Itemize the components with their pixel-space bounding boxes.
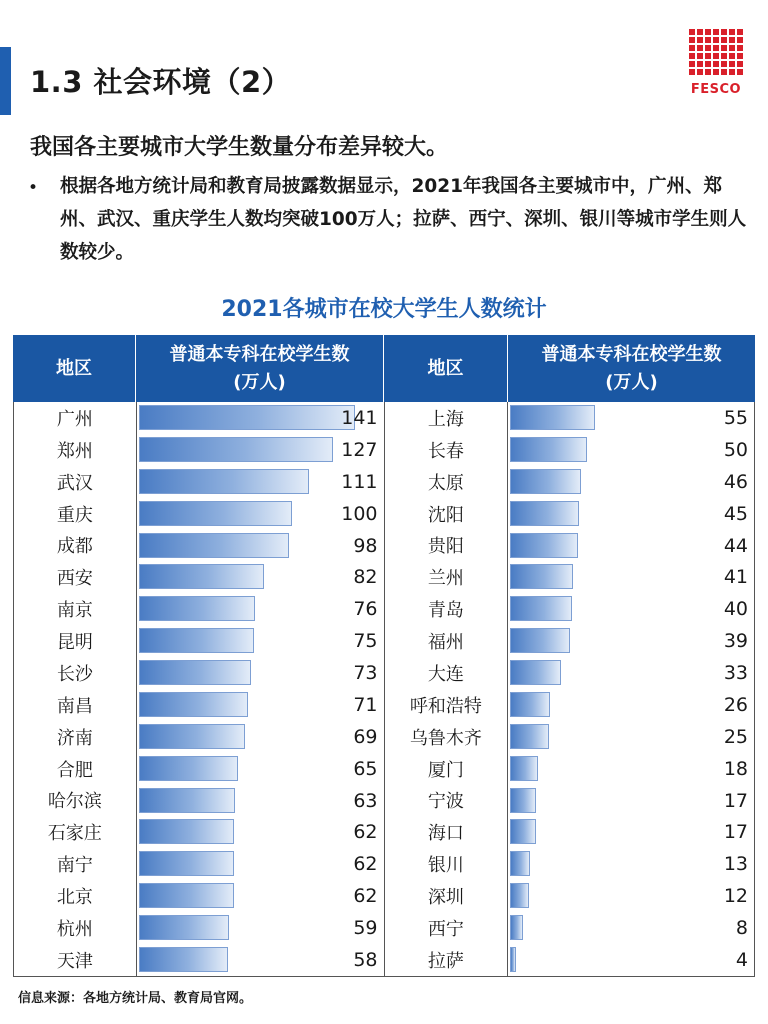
- bar-cell: [137, 625, 384, 657]
- value-bar: [139, 851, 234, 876]
- value-bar: [510, 851, 530, 876]
- table-header: [13, 335, 755, 402]
- region-label: 南京: [56, 600, 93, 622]
- region-label: 厦门: [427, 759, 464, 781]
- bar-cell: [508, 721, 754, 753]
- value-label: 62: [353, 853, 378, 876]
- value-bar: [139, 437, 334, 462]
- value-bar: [510, 437, 587, 462]
- value-label: 17: [723, 789, 748, 812]
- bar-cell: [137, 402, 384, 434]
- value-label: 62: [353, 885, 378, 908]
- bar-cell: [508, 657, 754, 689]
- region-label: 杭州: [56, 918, 93, 940]
- bar-cell: [508, 530, 754, 562]
- value-bar: [139, 628, 254, 653]
- bar-cell: [508, 848, 754, 880]
- bar-cell: [137, 689, 384, 721]
- region-label: 重庆: [56, 504, 93, 526]
- value-bar: [139, 883, 234, 908]
- bar-cell: [137, 434, 384, 466]
- table-body: [13, 402, 755, 977]
- value-label: 12: [723, 885, 748, 908]
- logo-grid-icon: [689, 29, 743, 75]
- value-label: 39: [723, 630, 748, 653]
- bar-cell: [137, 530, 384, 562]
- value-bar: [139, 756, 239, 781]
- bar-cell: [508, 689, 754, 721]
- value-label: 63: [353, 789, 378, 812]
- value-bar: [510, 660, 561, 685]
- value-bar: [510, 564, 573, 589]
- region-label: 上海: [427, 408, 464, 430]
- region-label: 深圳: [427, 887, 464, 909]
- region-label: 太原: [427, 472, 464, 494]
- region-label: 福州: [427, 632, 464, 654]
- value-bar: [510, 596, 571, 621]
- value-bar: [510, 533, 577, 558]
- region-label: 武汉: [56, 472, 93, 494]
- bar-cell: [137, 593, 384, 625]
- value-label: 98: [353, 534, 378, 557]
- value-label: 127: [341, 438, 378, 461]
- region-label: 呼和浩特: [409, 695, 482, 717]
- value-label: 50: [723, 438, 748, 461]
- fesco-logo: [686, 29, 746, 97]
- region-label: 乌鲁木齐: [409, 727, 482, 749]
- value-label: 44: [723, 534, 748, 557]
- value-bar: [139, 788, 236, 813]
- region-label: 北京: [56, 887, 93, 909]
- bar-cell: [508, 434, 754, 466]
- bar-cell: [137, 753, 384, 785]
- bar-cell: [508, 498, 754, 530]
- value-label: 73: [353, 662, 378, 684]
- bar-cell: [137, 816, 384, 848]
- bar-cell: [508, 753, 754, 785]
- header-region-right: 地区: [384, 335, 508, 402]
- bar-cell: [508, 912, 754, 944]
- header-region-left: 地区: [13, 335, 136, 402]
- value-bar: [139, 724, 245, 749]
- value-label: 26: [723, 693, 748, 716]
- headline: 我国各主要城市大学生数量分布差异较大。: [30, 135, 449, 160]
- region-label: 青岛: [427, 600, 464, 622]
- header-value-label: 普通本专科在校学生数: [169, 343, 350, 365]
- value-bar: [139, 660, 251, 685]
- value-label: 69: [353, 725, 378, 748]
- value-label: 59: [353, 917, 378, 939]
- region-label: 西宁: [427, 918, 464, 940]
- chart-title: 2021各城市在校大学生人数统计: [221, 297, 547, 322]
- header-value-left: [136, 335, 384, 402]
- region-label: 长春: [427, 440, 464, 462]
- bar-cell: [137, 657, 384, 689]
- value-bar: [510, 819, 536, 844]
- value-label: 13: [723, 853, 748, 876]
- page-title: 1.3 社会环境（2）: [30, 65, 292, 99]
- value-label: 41: [723, 566, 748, 589]
- value-label: 46: [723, 470, 748, 493]
- bar-cell: [508, 880, 754, 912]
- region-label: 海口: [427, 823, 464, 845]
- value-label: 76: [353, 598, 378, 621]
- bar-cell: [508, 785, 754, 817]
- value-bar: [510, 724, 548, 749]
- region-column-left: [14, 402, 137, 976]
- value-bar: [139, 533, 289, 558]
- region-label: 兰州: [427, 568, 464, 590]
- bar-cell: [508, 402, 754, 434]
- value-bar: [510, 756, 538, 781]
- value-label: 62: [353, 821, 378, 844]
- bar-column-left: [137, 402, 385, 976]
- bar-cell: [508, 561, 754, 593]
- bar-cell: [508, 816, 754, 848]
- region-label: 贵阳: [427, 536, 464, 558]
- region-label: 长沙: [56, 663, 93, 685]
- header-value-unit: (万人): [605, 371, 658, 393]
- value-label: 33: [723, 662, 748, 684]
- value-label: 100: [341, 502, 378, 525]
- bar-cell: [508, 593, 754, 625]
- region-label: 郑州: [56, 440, 93, 462]
- value-bar: [139, 915, 229, 940]
- value-bar: [139, 405, 355, 430]
- region-label: 哈尔滨: [47, 791, 102, 813]
- value-label: 4: [735, 948, 748, 971]
- value-label: 65: [353, 757, 378, 780]
- bar-cell: [137, 721, 384, 753]
- value-bar: [139, 947, 228, 972]
- bar-cell: [137, 498, 384, 530]
- header-value-unit: (万人): [233, 371, 286, 393]
- value-bar: [510, 788, 536, 813]
- value-bar: [510, 883, 528, 908]
- bar-cell: [137, 912, 384, 944]
- logo-text: FESCO: [690, 82, 742, 97]
- value-label: 25: [723, 725, 748, 748]
- value-label: 111: [341, 470, 378, 493]
- value-label: 40: [723, 598, 748, 621]
- value-label: 18: [723, 757, 748, 780]
- value-bar: [510, 692, 550, 717]
- value-bar: [139, 469, 309, 494]
- value-label: 75: [353, 630, 378, 653]
- bar-column-right: [508, 402, 755, 976]
- region-label: 银川: [427, 855, 464, 877]
- bar-cell: [508, 466, 754, 498]
- stats-table: [13, 335, 755, 977]
- region-label: 宁波: [427, 791, 464, 813]
- bar-cell: [137, 785, 384, 817]
- value-label: 58: [353, 948, 378, 971]
- value-label: 82: [353, 566, 378, 589]
- header-value-label: 普通本专科在校学生数: [541, 343, 722, 365]
- value-bar: [510, 501, 579, 526]
- region-label: 成都: [56, 536, 93, 558]
- region-label: 天津: [56, 950, 93, 972]
- value-bar: [139, 819, 234, 844]
- source-note: 信息来源：各地方统计局、教育局官网。: [18, 991, 253, 1006]
- region-label: 大连: [427, 663, 464, 685]
- bar-cell: [137, 561, 384, 593]
- value-bar: [139, 596, 255, 621]
- region-label: 沈阳: [427, 504, 464, 526]
- value-label: 141: [341, 407, 378, 429]
- value-bar: [139, 564, 265, 589]
- bar-cell: [137, 880, 384, 912]
- value-bar: [510, 947, 516, 972]
- header-value-right: [508, 335, 755, 402]
- title-accent-bar: [0, 47, 11, 115]
- bar-cell: [508, 944, 754, 976]
- region-label: 西安: [56, 568, 93, 590]
- region-label: 石家庄: [47, 823, 102, 845]
- value-bar: [510, 915, 522, 940]
- region-label: 合肥: [56, 759, 93, 781]
- bar-cell: [137, 944, 384, 976]
- value-bar: [510, 469, 580, 494]
- bullet-text: 根据各地方统计局和教育局披露数据显示，2021年我国各主要城市中，广州、郑州、武汉、重庆学生人数均突破100万人；拉萨、西宁、深圳、银川等城市学生则人数较少。: [60, 176, 747, 263]
- value-label: 55: [723, 407, 748, 429]
- value-bar: [510, 405, 594, 430]
- value-label: 8: [735, 917, 748, 939]
- bullet-dot-icon: •: [28, 178, 39, 198]
- value-bar: [139, 501, 292, 526]
- region-label: 拉萨: [427, 950, 464, 972]
- region-label: 昆明: [56, 632, 93, 654]
- bar-cell: [137, 466, 384, 498]
- bar-cell: [137, 848, 384, 880]
- value-bar: [510, 628, 570, 653]
- region-label: 济南: [56, 727, 93, 749]
- bar-cell: [508, 625, 754, 657]
- value-label: 17: [723, 821, 748, 844]
- value-label: 45: [723, 502, 748, 525]
- region-label: 广州: [56, 408, 93, 430]
- value-label: 71: [353, 693, 378, 716]
- region-label: 南宁: [56, 855, 93, 877]
- region-column-right: [385, 402, 509, 976]
- value-bar: [139, 692, 248, 717]
- region-label: 南昌: [56, 695, 93, 717]
